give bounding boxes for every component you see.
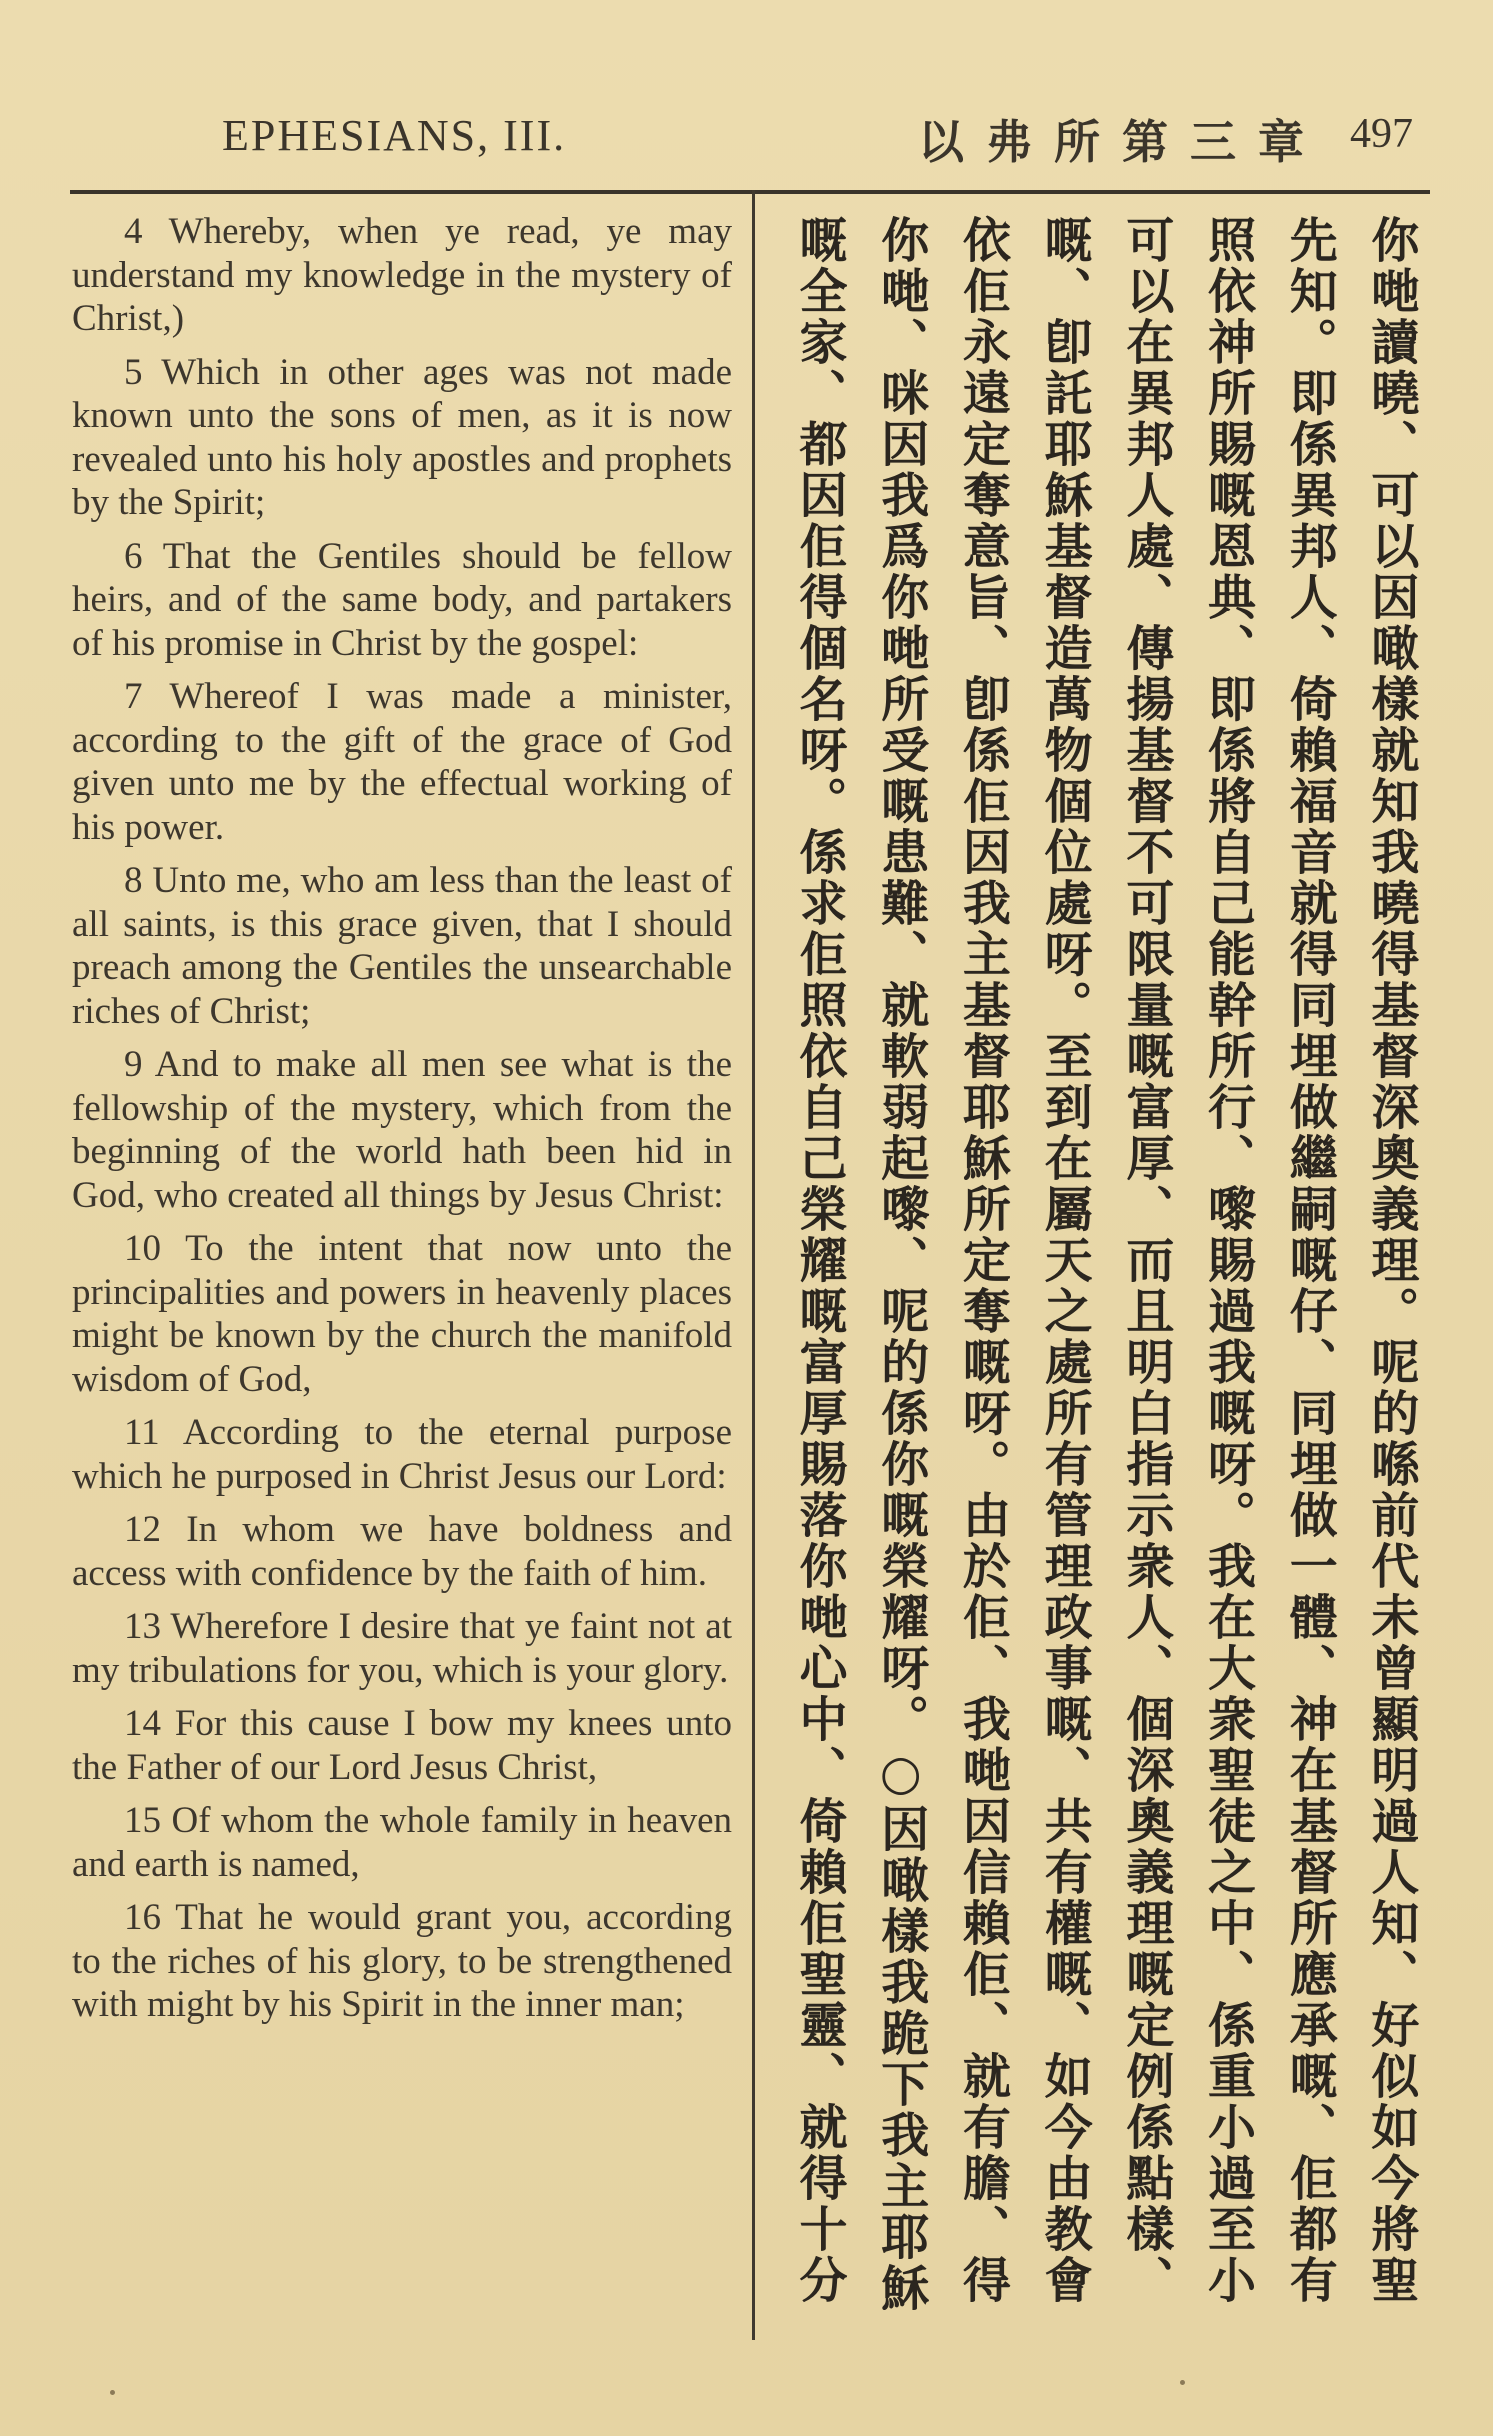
chinese-column-5: 嘅、卽託耶穌基督造萬物個位處呀。至到在屬天之處所有管理政事嘅、共有權嘅、如今由教會 (1036, 215, 1093, 2306)
book-title-english: EPHESIANS, III. (222, 111, 567, 160)
verse-15: 15 Of whom the whole family in heaven and earth is named, (72, 1800, 732, 1885)
verse-13: 13 Wherefore I desire that ye faint not at my tribulations for you, which is your glory. (72, 1606, 732, 1691)
verse-6: 6 That the Gentiles should be fellow heirs, and of the same body, and partakers of his promise in Christ by the gospel: (72, 535, 732, 664)
verse-5: 5 Which in other ages was not made known unto the sons of men, as it is now revealed unto his holy apostles and prophets by the Spirit; (72, 351, 732, 523)
paper-speck (110, 2390, 115, 2395)
verse-7: 7 Whereof I was made a minister, according to the gift of the grace of God given unto me by the effectual working of his power. (72, 676, 732, 848)
verse-12: 12 In whom we have boldness and access with confidence by the faith of him. (72, 1509, 732, 1594)
verse-9: 9 And to make all men see what is the fellowship of the mystery, which from the beginning of the world hath been hid in God, who created all things by Jesus Christ: (72, 1044, 732, 1216)
chinese-column-2: 先知。即係異邦人、倚賴福音就得同埋做繼嗣嘅仔、同埋做一體、神在基督所應承嘅、佢都有 (1281, 215, 1338, 2306)
verse-14: 14 For this cause I bow my knees unto the Father of our Lord Jesus Christ, (72, 1703, 732, 1788)
verse-11: 11 According to the eternal purpose which he purposed in Christ Jesus our Lord: (72, 1412, 732, 1497)
verse-8: 8 Unto me, who am less than the least of all saints, is this grace given, that I should preach among the Gentiles the unsearchable riches of Christ; (72, 860, 732, 1032)
chinese-text-column (785, 215, 1425, 2315)
page-number: 497 (1350, 111, 1413, 157)
chinese-column-8: 嘅全家、都因佢得個名呀。係求佢照依自己榮耀嘅富厚賜落你哋心中、倚賴佢聖靈、就得十分 (791, 215, 847, 2306)
paper-speck (1180, 2380, 1185, 2385)
column-divider (752, 190, 755, 2340)
chinese-column-6: 依佢永遠定奪意旨、卽係佢因我主基督耶穌所定奪嘅呀。由於佢、我哋因信賴佢、就有膽、得 (954, 215, 1011, 2306)
page-header (0, 100, 1493, 190)
english-text-column (72, 210, 732, 2037)
verse-10: 10 To the intent that now unto the principalities and powers in heavenly places might be known by the church the manifold wisdom of God, (72, 1228, 732, 1400)
verse-16: 16 That he would grant you, according to the riches of his glory, to be strengthened with might by his Spirit in the inner man; (72, 1897, 732, 2025)
chinese-column-3: 照依神所賜嘅恩典、即係將自己能幹所行、嚟賜過我嘅呀。我在大衆聖徒之中、係重小過至小 (1199, 215, 1256, 2306)
chinese-column-1: 你哋讀曉、可以因噉樣就知我曉得基督深奧義理。呢的喺前代未曾顯明過人知、好似如今將聖 (1362, 215, 1419, 2306)
verse-4: 4 Whereby, when ye read, ye may understand my knowledge in the mystery of Christ,) (72, 211, 732, 339)
book-title-chinese: 以弗所第三章 (918, 115, 1326, 169)
chinese-column-7: 你哋、咪因我爲你哋所受嘅患難、就軟弱起嚟、呢的係你嘅榮耀呀。○因噉樣我跪下我主耶穌 (872, 215, 929, 2314)
header-rule (70, 190, 1430, 194)
chinese-column-4: 可以在異邦人處、傳揚基督不可限量嘅富厚、而且明白指示衆人、個深奧義理嘅定例係點樣、 (1117, 215, 1174, 2306)
